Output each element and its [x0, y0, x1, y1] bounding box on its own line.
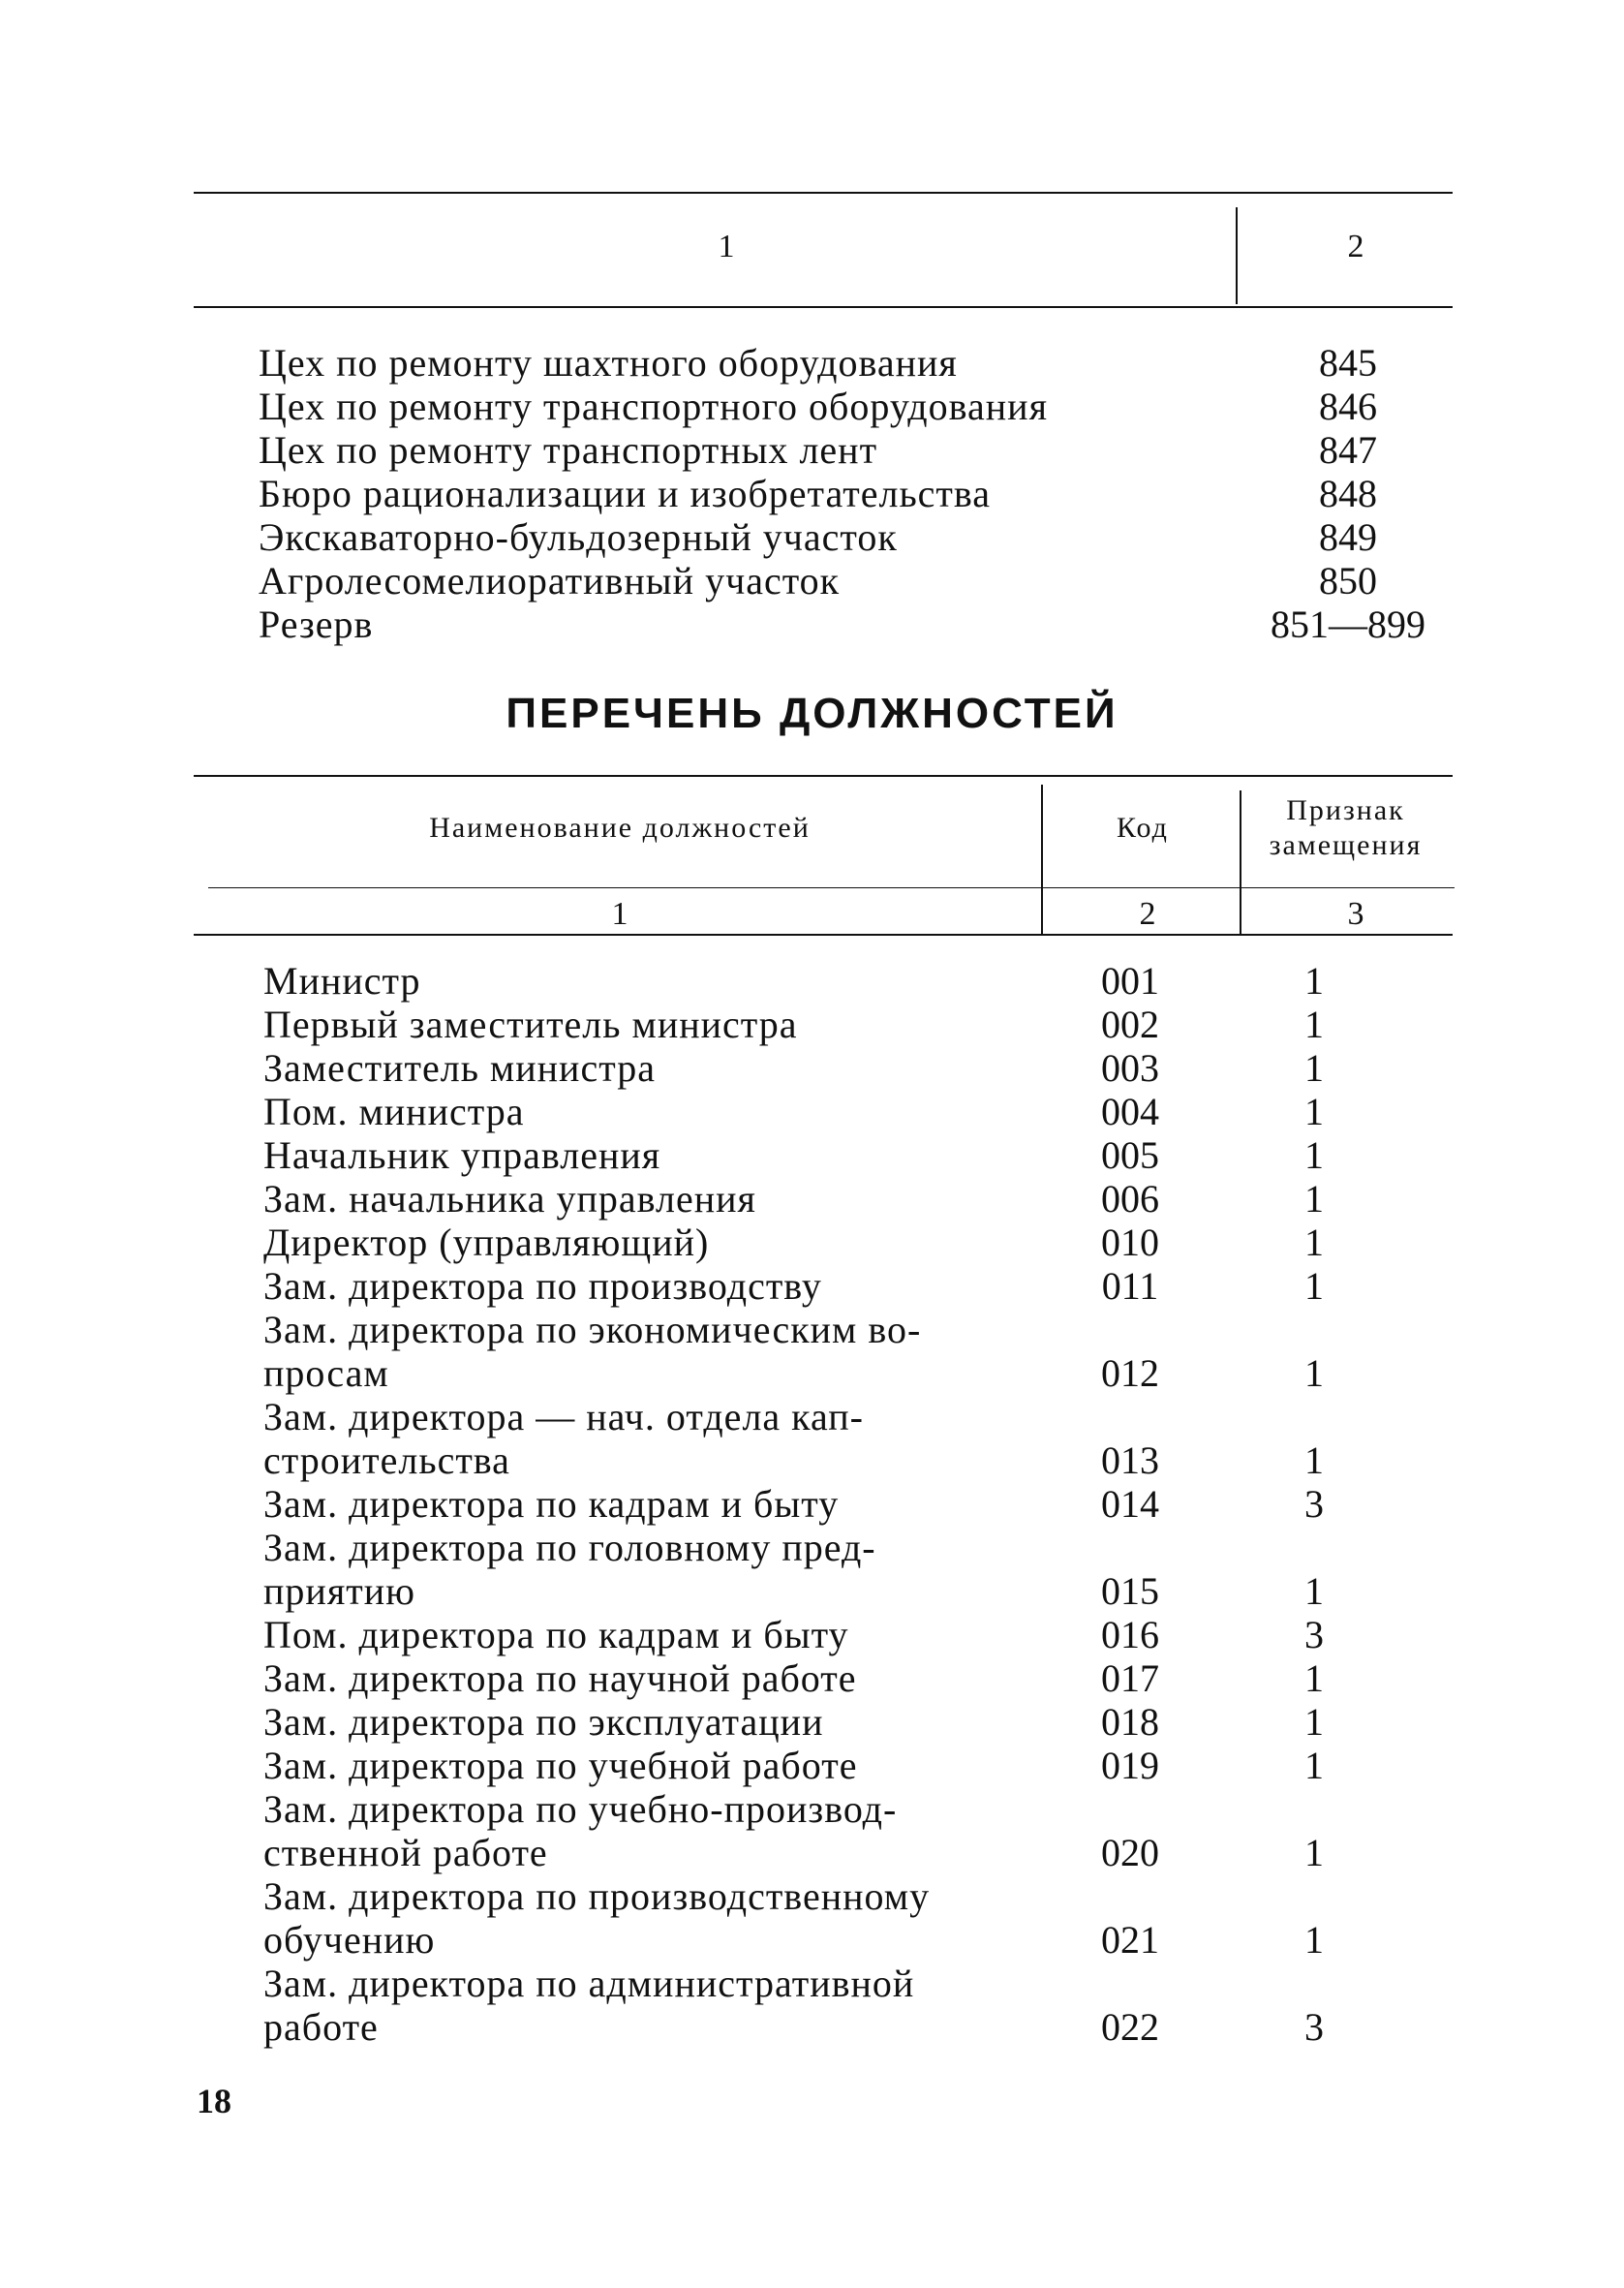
- table2-row-name: Зам. директора по производственному: [263, 1874, 931, 1918]
- table1-row-name: Экскаваторно-бульдозерный участок: [259, 515, 898, 559]
- table2-row-continuation: [263, 1831, 1464, 1874]
- table2-row-sign: 1: [1304, 1221, 1324, 1264]
- table2-row-sign: 1: [1304, 1177, 1324, 1221]
- table1-row-name: Цех по ремонту транспортного оборудования: [259, 385, 1048, 428]
- table2-row-name: ственной работе: [263, 1831, 548, 1874]
- table2-header-rule: [194, 934, 1453, 936]
- table2-header-sign-line2: замещения: [1269, 829, 1423, 861]
- table2-row: [263, 1003, 1464, 1046]
- table1-row-code: 849: [1319, 515, 1377, 559]
- table2-row-code: 012: [1101, 1351, 1159, 1395]
- section-title: ПЕРЕЧЕНЬ ДОЛЖНОСТЕЙ: [506, 690, 1118, 737]
- table2-row: [263, 1526, 1464, 1569]
- table2-row-name: работе: [263, 2005, 379, 2049]
- table1-row: [259, 341, 1455, 385]
- table2-row-code: 001: [1101, 959, 1159, 1003]
- table2-row: [263, 1264, 1464, 1308]
- table2-row-name: Зам. директора по научной работе: [263, 1656, 857, 1700]
- table2-row-name: Зам. директора по эксплуатации: [263, 1700, 824, 1744]
- table2-row-continuation: [263, 1918, 1464, 1962]
- table2-row-code: 019: [1101, 1744, 1159, 1787]
- table1-row-code: 845: [1319, 341, 1377, 385]
- table1-header-rule: [194, 306, 1453, 308]
- table2-row-code: 010: [1101, 1221, 1159, 1264]
- table2-row-code: 004: [1101, 1090, 1159, 1133]
- table2-row-code: 022: [1101, 2005, 1159, 2049]
- table1-row-name: Цех по ремонту шахтного оборудования: [259, 341, 958, 385]
- table2-row-code: 014: [1101, 1482, 1159, 1526]
- table2-row: [263, 1308, 1464, 1351]
- table2-row-name: Начальник управления: [263, 1133, 661, 1177]
- table2-row-continuation: [263, 1351, 1464, 1395]
- table2-row-code: 018: [1101, 1700, 1159, 1744]
- table2-row-name: Зам. директора — нач. отдела кап-: [263, 1395, 864, 1438]
- table2-row: [263, 1482, 1464, 1526]
- table2-row: [263, 1177, 1464, 1221]
- table2-row: [263, 959, 1464, 1003]
- page-number: 18: [197, 2082, 231, 2120]
- table1-row-name: Агролесомелиоративный участок: [259, 559, 841, 603]
- table2-row-sign: 1: [1304, 1264, 1324, 1308]
- table1-row-name: Резерв: [259, 603, 374, 646]
- table2-col2-number: 2: [1139, 896, 1156, 932]
- table2-row-sign: 1: [1304, 1090, 1324, 1133]
- table2-row-code: 015: [1101, 1569, 1159, 1613]
- table2-row-name: Первый заместитель министра: [263, 1003, 798, 1046]
- table2-row-continuation: [263, 1438, 1464, 1482]
- table2-row-sign: 1: [1304, 1700, 1324, 1744]
- table2-row-code: 020: [1101, 1831, 1159, 1874]
- table1-header-divider: [1236, 207, 1238, 304]
- table2-row-code: 013: [1101, 1438, 1159, 1482]
- table2-row-code: 017: [1101, 1656, 1159, 1700]
- table2-row-name: приятию: [263, 1569, 415, 1613]
- table2-row: [263, 1744, 1464, 1787]
- table2-row-sign: 3: [1304, 1613, 1324, 1656]
- table1-row: [259, 428, 1455, 472]
- table2-row-name: просам: [263, 1351, 389, 1395]
- table2-row-sign: 1: [1304, 1003, 1324, 1046]
- table2-divider-1: [1041, 785, 1043, 934]
- table2-row-name: Зам. директора по административной: [263, 1962, 915, 2005]
- table2-col3-number: 3: [1347, 896, 1364, 932]
- table1-col2-number: 2: [1347, 229, 1364, 264]
- table2-col1-number: 1: [611, 896, 628, 932]
- table2-row-name: Зам. директора по головному пред-: [263, 1526, 876, 1569]
- table2-body: [263, 959, 1464, 2049]
- table2-row-name: Министр: [263, 959, 421, 1003]
- table1-row-code: 846: [1319, 385, 1377, 428]
- table2-row-name: Зам. директора по производству: [263, 1264, 822, 1308]
- table2-row-sign: 1: [1304, 1744, 1324, 1787]
- table1-row: [259, 472, 1455, 515]
- table2-row: [263, 1787, 1464, 1831]
- table2-row-code: 006: [1101, 1177, 1159, 1221]
- table2-row: [263, 1613, 1464, 1656]
- table2-row: [263, 1046, 1464, 1090]
- table2-row-sign: 3: [1304, 2005, 1324, 2049]
- table2-row-sign: 1: [1304, 1438, 1324, 1482]
- table2-row-name: Пом. министра: [263, 1090, 525, 1133]
- table2-row: [263, 1700, 1464, 1744]
- table2-row: [263, 1656, 1464, 1700]
- table2-row-continuation: [263, 2005, 1464, 2049]
- table2-row-name: Заместитель министра: [263, 1046, 656, 1090]
- table2-subheader-rule: [208, 887, 1455, 888]
- table2-row-sign: 1: [1304, 959, 1324, 1003]
- table2-row-sign: 1: [1304, 1569, 1324, 1613]
- table1-row: [259, 603, 1455, 646]
- table2-row-name: Зам. директора по экономическим во-: [263, 1308, 922, 1351]
- table2-row-name: Пом. директора по кадрам и быту: [263, 1613, 849, 1656]
- table2-row-code: 003: [1101, 1046, 1159, 1090]
- table2-row-sign: 1: [1304, 1046, 1324, 1090]
- table2-row-code: 016: [1101, 1613, 1159, 1656]
- table1-row: [259, 385, 1455, 428]
- table2-row-name: Зам. директора по учебной работе: [263, 1744, 858, 1787]
- table2-row-sign: 1: [1304, 1831, 1324, 1874]
- table2-row-name: Директор (управляющий): [263, 1221, 710, 1264]
- table1-row-code: 847: [1319, 428, 1377, 472]
- table1-row-code: 850: [1319, 559, 1377, 603]
- table2-row-sign: 1: [1304, 1918, 1324, 1962]
- table2-row-code: 011: [1101, 1264, 1159, 1308]
- table2-row-code: 005: [1101, 1133, 1159, 1177]
- table2-row: [263, 1221, 1464, 1264]
- table1-row-name: Цех по ремонту транспортных лент: [259, 428, 878, 472]
- table2-row-name: обучению: [263, 1918, 436, 1962]
- table2-row-code: 002: [1101, 1003, 1159, 1046]
- table2-row-sign: 3: [1304, 1482, 1324, 1526]
- table2-top-rule: [194, 775, 1453, 777]
- table2-row-sign: 1: [1304, 1351, 1324, 1395]
- table2-row-continuation: [263, 1569, 1464, 1613]
- table2-row-sign: 1: [1304, 1656, 1324, 1700]
- table2-header-code: Код: [1117, 812, 1169, 844]
- table2-row: [263, 1874, 1464, 1918]
- table2-row: [263, 1395, 1464, 1438]
- table1-row-code: 848: [1319, 472, 1377, 515]
- table1-row-code: 851—899: [1271, 603, 1425, 646]
- table2-row-code: 021: [1101, 1918, 1159, 1962]
- table2-row-name: Зам. директора по кадрам и быту: [263, 1482, 840, 1526]
- table2-row-name: строительства: [263, 1438, 510, 1482]
- table1-row: [259, 559, 1455, 603]
- table2-row-sign: 1: [1304, 1133, 1324, 1177]
- table2-row: [263, 1962, 1464, 2005]
- table1-top-rule: [194, 192, 1453, 194]
- table2-row: [263, 1133, 1464, 1177]
- table1-row-name: Бюро рационализации и изобретательства: [259, 472, 992, 515]
- table2-row-name: Зам. директора по учебно-производ-: [263, 1787, 898, 1831]
- table1-body: [259, 341, 1455, 646]
- table2-row-name: Зам. начальника управления: [263, 1177, 756, 1221]
- table1-col1-number: 1: [718, 229, 735, 264]
- table2-header-sign-line1: Признак: [1286, 794, 1405, 826]
- table2-row: [263, 1090, 1464, 1133]
- table1-row: [259, 515, 1455, 559]
- table2-header-name: Наименование должностей: [429, 812, 811, 844]
